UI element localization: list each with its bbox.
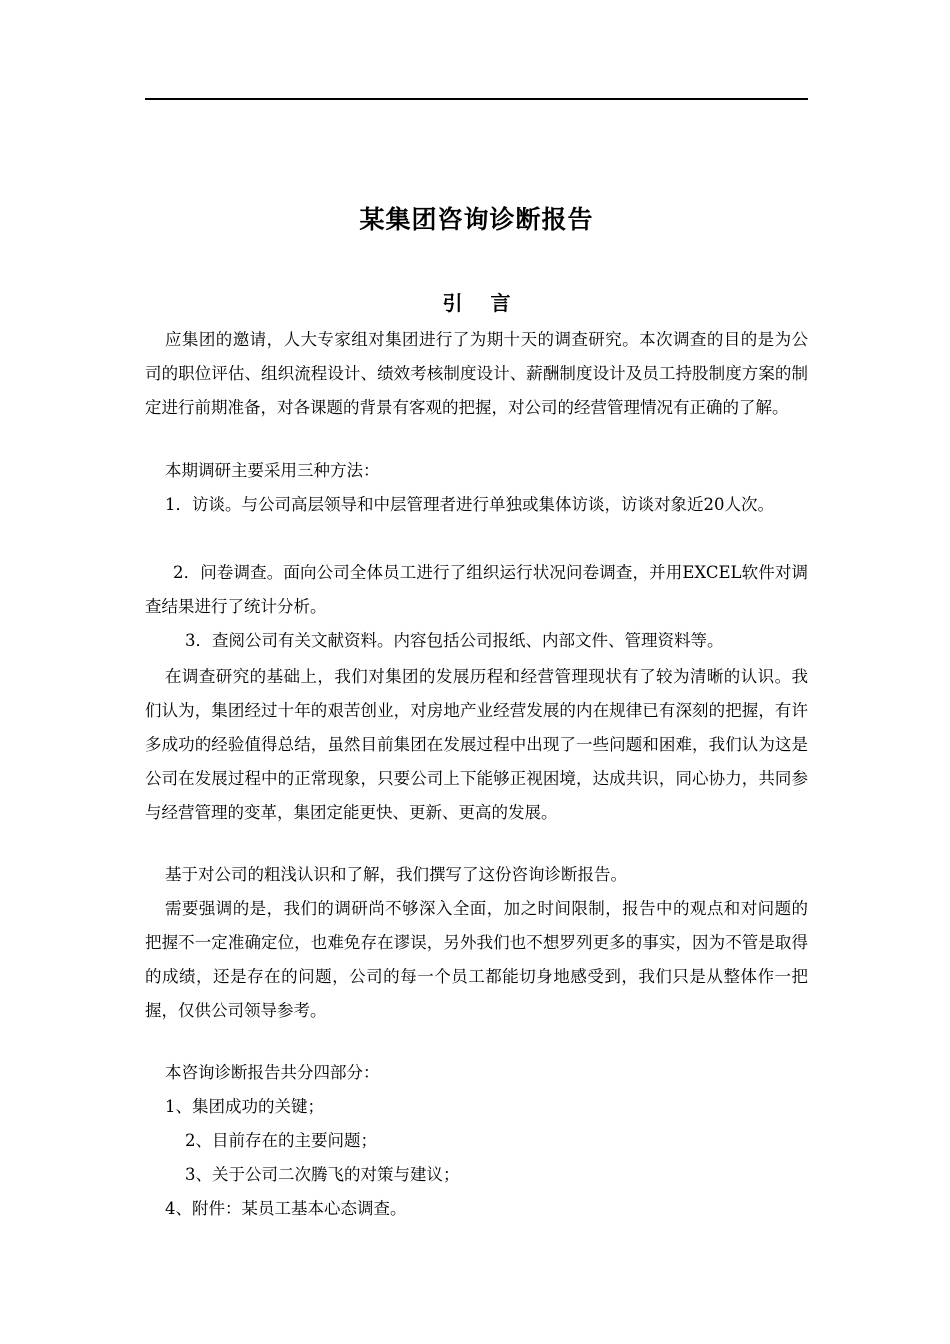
method-item-documents: 3．查阅公司有关文献资料。内容包括公司报纸、内部文件、管理资料等。	[185, 631, 724, 650]
paragraph-methods-intro: 本期调研主要采用三种方法：	[165, 461, 380, 480]
paragraph-report-basis: 基于对公司的粗浅认识和了解，我们撰写了这份咨询诊断报告。	[165, 865, 627, 884]
paragraph-intro: 应集团的邀请，人大专家组对集团进行了为期十天的调查研究。本次调查的目的是为公司的职位评估、组织流程设计、绩效考核制度设计、薪酬制度设计及员工持股制度方案的制定进行前期准备，对各课题的背景有客观的把握，对公司的经营管理情况有正确的了解。	[145, 330, 808, 417]
list-item-part-2: 2、目前存在的主要问题；	[185, 1131, 377, 1150]
paragraph-findings: 在调查研究的基础上，我们对集团的发展历程和经营管理现状有了较为清晰的认识。我们认为，集团经过十年的艰苦创业，对房地产业经营发展的内在规律已有深刻的把握，有许多成功的经验值得总结，虽然目前集团在发展过程中出现了一些问题和困难，我们认为这是公司在发展过程中的正常现象，只要公司上下能够正视困境，达成共识，同心协力，共同参与经营管理的变革，集团定能更快、更新、更高的发展。	[145, 667, 808, 822]
section-heading-introduction: 引言	[442, 291, 539, 315]
document-title: 某集团咨询诊断报告	[359, 205, 594, 234]
method-item-interview: 1．访谈。与公司高层领导和中层管理者进行单独或集体访谈，访谈对象近20人次。	[165, 495, 774, 514]
paragraph-parts-intro: 本咨询诊断报告共分四部分：	[165, 1063, 380, 1082]
header-rule	[145, 98, 808, 100]
paragraph-disclaimer: 需要强调的是，我们的调研尚不够深入全面，加之时间限制，报告中的观点和对问题的把握不一定准确定位，也难免存在谬误，另外我们也不想罗列更多的事实，因为不管是取得的成绩，还是存在的问题，公司的每一个员工都能切身地感受到，我们只是从整体作一把握，仅供公司领导参考。	[145, 899, 808, 1020]
method-item-questionnaire: 2．问卷调查。面向公司全体员工进行了组织运行状况问卷调查，并用EXCEL软件对调查结果进行了统计分析。	[145, 563, 808, 616]
list-item-part-1: 1、集团成功的关键；	[165, 1097, 324, 1116]
list-item-part-3: 3、关于公司二次腾飞的对策与建议；	[185, 1165, 460, 1184]
list-item-part-4: 4、附件：某员工基本心态调查。	[165, 1199, 407, 1218]
